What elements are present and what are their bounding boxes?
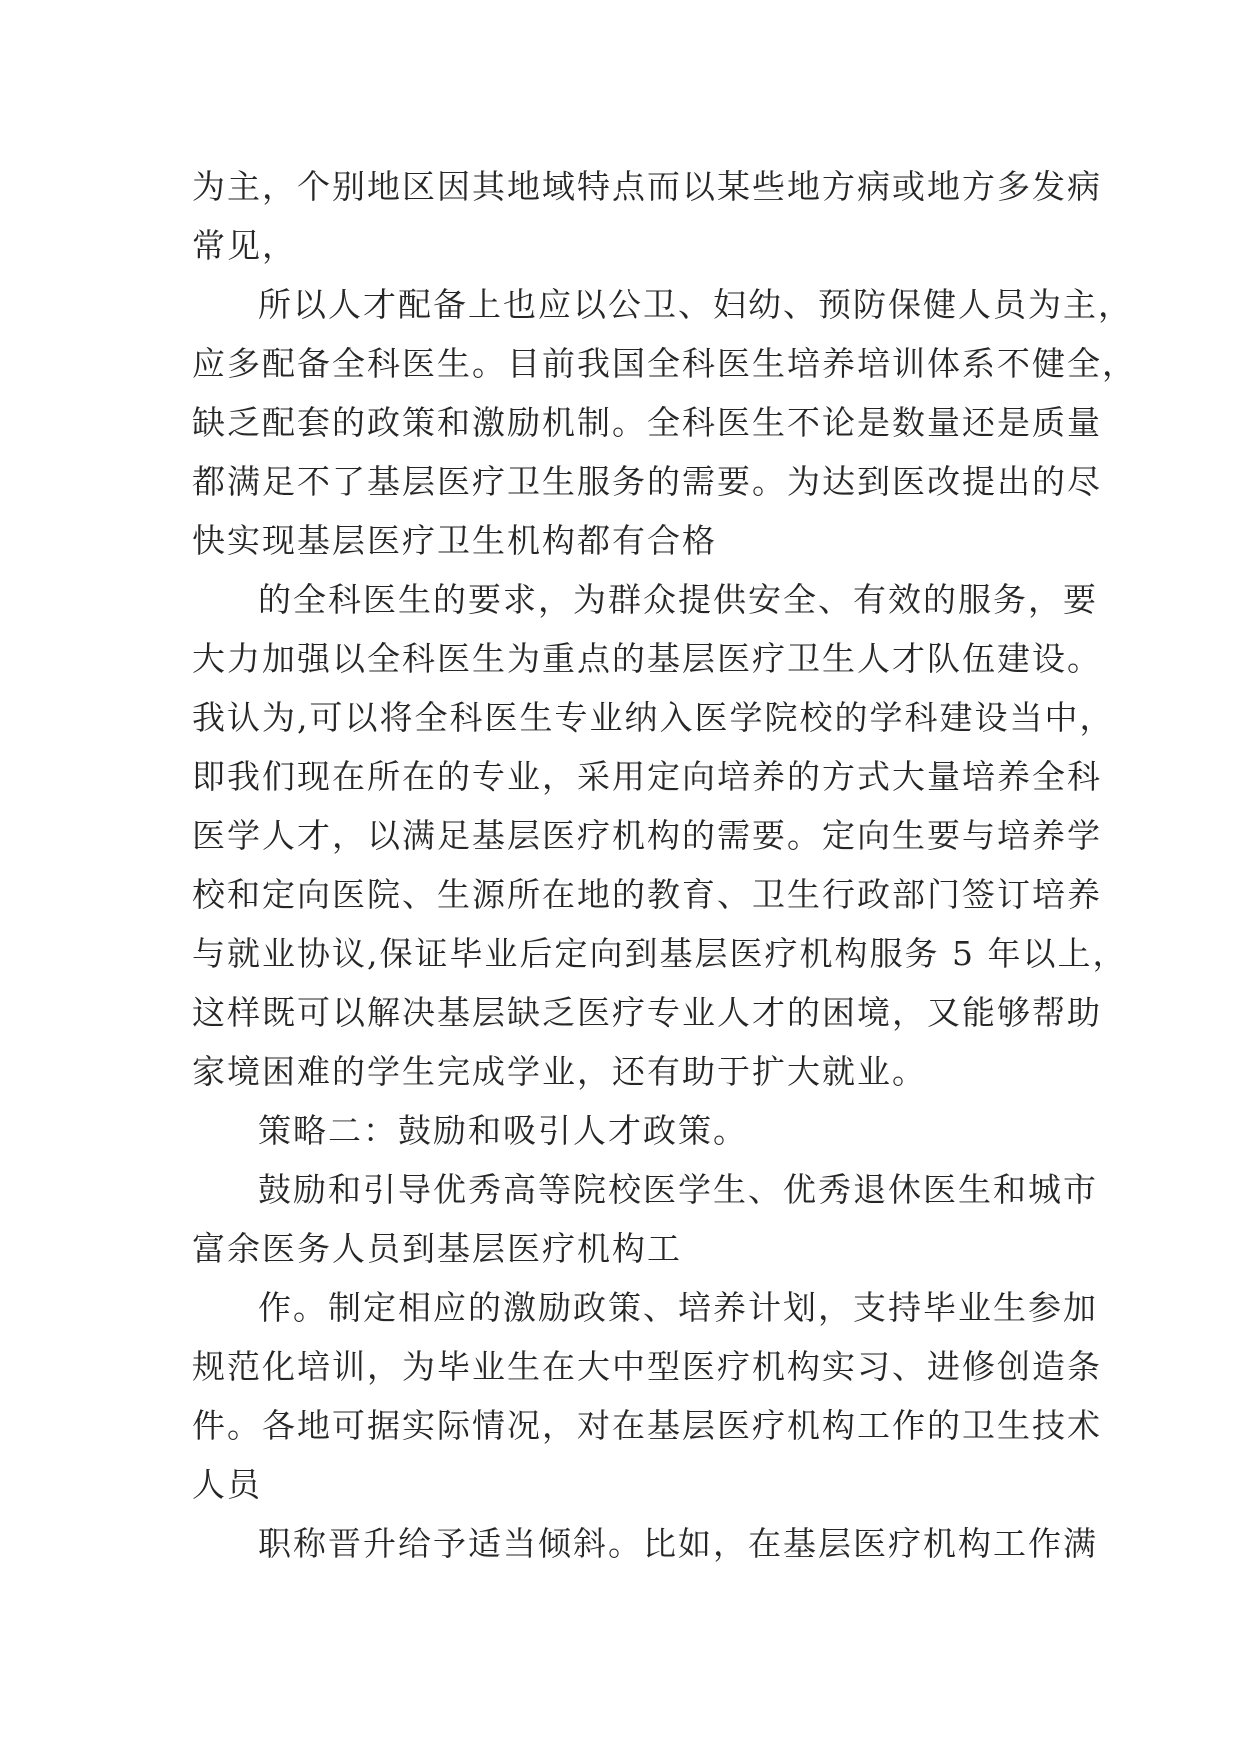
text-line: 这样既可以解决基层缺乏医疗专业人才的困境，又能够帮助 — [192, 993, 1102, 1032]
text-line: 校和定向医院、生源所在地的教育、卫生行政部门签订培养 — [192, 875, 1102, 914]
text-line: 为主，个别地区因其地域特点而以某些地方病或地方多发病 — [192, 167, 1102, 206]
text-line: 的全科医生的要求，为群众提供安全、有效的服务，要 — [258, 580, 1098, 619]
text-line: 人员 — [192, 1465, 262, 1504]
text-line: 所以人才配备上也应以公卫、妇幼、预防保健人员为主， — [258, 285, 1133, 324]
text-line: 我认为,可以将全科医生专业纳入医学院校的学科建设当中， — [192, 698, 1115, 737]
text-line: 大力加强以全科医生为重点的基层医疗卫生人才队伍建设。 — [192, 639, 1102, 678]
text-line: 应多配备全科医生。目前我国全科医生培养培训体系不健全， — [192, 344, 1137, 383]
text-line: 快实现基层医疗卫生机构都有合格 — [192, 521, 717, 560]
text-line: 职称晋升给予适当倾斜。比如，在基层医疗机构工作满 — [258, 1524, 1098, 1563]
text-line: 家境困难的学生完成学业，还有助于扩大就业。 — [192, 1052, 927, 1091]
text-line: 都满足不了基层医疗卫生服务的需要。为达到医改提出的尽 — [192, 462, 1102, 501]
text-line: 鼓励和引导优秀高等院校医学生、优秀退休医生和城市 — [258, 1170, 1098, 1209]
text-line: 件。各地可据实际情况，对在基层医疗机构工作的卫生技术 — [192, 1406, 1102, 1445]
text-line: 医学人才，以满足基层医疗机构的需要。定向生要与培养学 — [192, 816, 1102, 855]
text-line: 常见， — [192, 226, 297, 265]
text-line: 富余医务人员到基层医疗机构工 — [192, 1229, 682, 1268]
text-line: 即我们现在所在的专业，采用定向培养的方式大量培养全科 — [192, 757, 1102, 796]
text-line: 规范化培训，为毕业生在大中型医疗机构实习、进修创造条 — [192, 1347, 1102, 1386]
section-heading: 策略二：鼓励和吸引人才政策。 — [258, 1111, 748, 1150]
text-line: 作。制定相应的激励政策、培养计划，支持毕业生参加 — [258, 1288, 1098, 1327]
text-line: 缺乏配套的政策和激励机制。全科医生不论是数量还是质量 — [192, 403, 1102, 442]
text-line: 与就业协议,保证毕业后定向到基层医疗机构服务 5 年以上， — [192, 934, 1128, 973]
document-body — [192, 157, 1137, 1573]
